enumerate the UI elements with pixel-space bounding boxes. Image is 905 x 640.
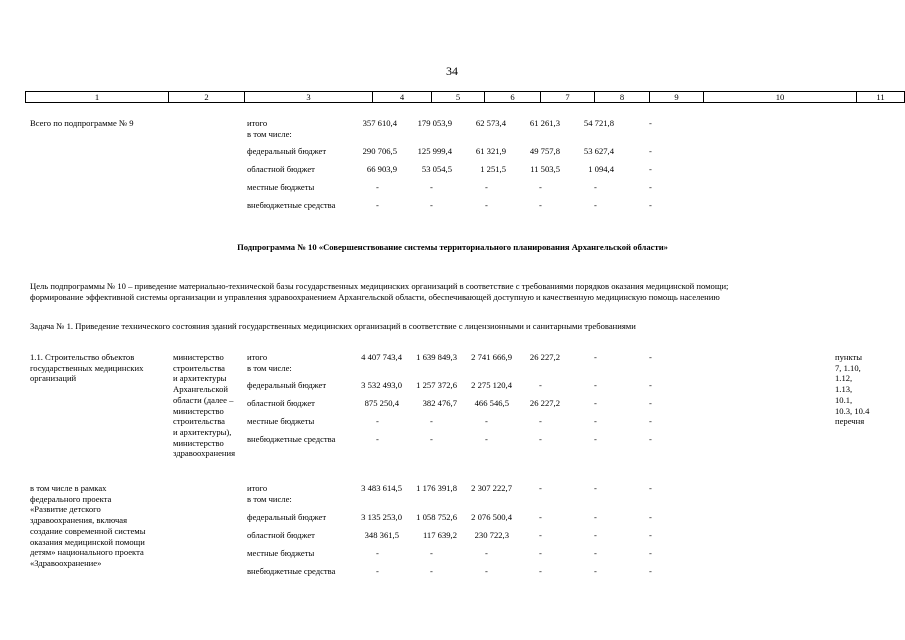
- value-cell: -: [539, 182, 542, 192]
- value-cell: -: [649, 566, 652, 576]
- row-label: внебюджетные средства: [247, 566, 336, 576]
- value-cell: -: [430, 434, 433, 444]
- federal-project-name: в том числе в рамках федерального проекта «Развитие детского здравоохранения, включая создание современной системы оказания медицинской помощи детям» национального проекта «Здравоохранение»: [30, 483, 146, 568]
- value-cell: -: [649, 398, 652, 408]
- value-cell: -: [485, 182, 488, 192]
- col-header-4: 4: [373, 92, 432, 103]
- value-cell: 3 532 493,0: [361, 380, 402, 390]
- col-header-3: 3: [245, 92, 373, 103]
- col-header-1: 1: [26, 92, 169, 103]
- value-cell: -: [376, 548, 379, 558]
- value-cell: -: [376, 434, 379, 444]
- value-cell: -: [485, 416, 488, 426]
- value-cell: -: [594, 530, 597, 540]
- task-heading: Задача № 1. Приведение технического состояния зданий государственных медицинских организаций в соответствие с лицензионными и санитарными требованиями: [30, 321, 636, 331]
- value-cell: -: [485, 566, 488, 576]
- value-cell: 357 610,4: [362, 118, 397, 128]
- value-cell: 382 476,7: [422, 398, 457, 408]
- row-label: итого в том числе:: [247, 118, 292, 139]
- value-cell: -: [430, 416, 433, 426]
- value-cell: -: [594, 380, 597, 390]
- value-cell: -: [594, 483, 597, 493]
- col-header-2: 2: [169, 92, 245, 103]
- value-cell: -: [539, 434, 542, 444]
- value-cell: -: [594, 416, 597, 426]
- value-cell: -: [376, 182, 379, 192]
- value-cell: -: [649, 352, 652, 362]
- value-cell: 26 227,2: [529, 352, 560, 362]
- value-cell: 2 275 120,4: [471, 380, 512, 390]
- value-cell: 875 250,4: [364, 398, 399, 408]
- value-cell: 1 094,4: [588, 164, 614, 174]
- value-cell: 54 721,8: [583, 118, 614, 128]
- value-cell: -: [649, 416, 652, 426]
- subprogram-9-total-label: Всего по подпрограмме № 9: [30, 118, 134, 128]
- value-cell: 26 227,2: [529, 398, 560, 408]
- value-cell: -: [539, 512, 542, 522]
- col-header-11: 11: [857, 92, 905, 103]
- value-cell: 117 639,2: [422, 530, 457, 540]
- row-label: федеральный бюджет: [247, 512, 327, 522]
- value-cell: 2 307 222,7: [471, 483, 512, 493]
- row-label: итого в том числе:: [247, 352, 292, 373]
- value-cell: -: [594, 434, 597, 444]
- value-cell: 66 903,9: [366, 164, 397, 174]
- value-cell: 2 076 500,4: [471, 512, 512, 522]
- subprogram-title: Подпрограмма № 10 «Совершенствование системы территориального планирования Архангельской области»: [237, 242, 668, 252]
- value-cell: -: [649, 146, 652, 156]
- subprogram-goal: Цель подпрограммы № 10 – приведение материально-технической базы государственных медицинских организаций в соответствие с требованиями порядков оказания медицинской помощи; формирование эффективной системы организации и управления здравоохранением Архангельской области, обеспечивающей доступную и качественную медицинскую помощь населению: [30, 281, 729, 302]
- row-label: внебюджетные средства: [247, 200, 336, 210]
- value-cell: 62 573,4: [475, 118, 506, 128]
- row-label: областной бюджет: [247, 398, 315, 408]
- value-cell: -: [649, 118, 652, 128]
- value-cell: -: [376, 416, 379, 426]
- value-cell: -: [539, 200, 542, 210]
- value-cell: 3 483 614,5: [361, 483, 402, 493]
- page-number: 34: [446, 64, 458, 78]
- value-cell: -: [594, 200, 597, 210]
- value-cell: 4 407 743,4: [361, 352, 402, 362]
- value-cell: 125 999,4: [417, 146, 452, 156]
- col-header-5: 5: [432, 92, 485, 103]
- row-label: областной бюджет: [247, 164, 315, 174]
- row-label: итого в том числе:: [247, 483, 292, 504]
- value-cell: 49 757,8: [529, 146, 560, 156]
- value-cell: -: [376, 566, 379, 576]
- value-cell: 290 706,5: [362, 146, 397, 156]
- col-header-9: 9: [650, 92, 704, 103]
- value-cell: 1 257 372,6: [416, 380, 457, 390]
- value-cell: -: [649, 164, 652, 174]
- value-cell: -: [539, 380, 542, 390]
- value-cell: -: [485, 548, 488, 558]
- item-1-1-executor: министерство строительства и архитектуры Архангельской области (далее – министерство строительства и архитектуры), министерство здравоохранения: [173, 352, 236, 459]
- col-header-8: 8: [595, 92, 650, 103]
- value-cell: -: [430, 200, 433, 210]
- value-cell: 230 722,3: [474, 530, 509, 540]
- value-cell: -: [594, 352, 597, 362]
- value-cell: -: [539, 416, 542, 426]
- value-cell: -: [649, 548, 652, 558]
- value-cell: -: [430, 182, 433, 192]
- value-cell: -: [539, 566, 542, 576]
- value-cell: -: [649, 512, 652, 522]
- value-cell: 1 639 849,3: [416, 352, 457, 362]
- row-label: внебюджетные средства: [247, 434, 336, 444]
- col-header-6: 6: [485, 92, 541, 103]
- row-label: областной бюджет: [247, 530, 315, 540]
- value-cell: -: [649, 530, 652, 540]
- value-cell: -: [485, 200, 488, 210]
- value-cell: 53 627,4: [583, 146, 614, 156]
- value-cell: 1 251,5: [480, 164, 506, 174]
- value-cell: -: [649, 483, 652, 493]
- value-cell: 1 058 752,6: [416, 512, 457, 522]
- item-1-1-name: 1.1. Строительство объектов государственных медицинских организаций: [30, 352, 144, 384]
- row-label: местные бюджеты: [247, 182, 315, 192]
- item-1-1-points: пункты 7, 1.10, 1.12, 1.13, 10.1, 10.3, 10.4 перечня: [835, 352, 870, 427]
- value-cell: -: [594, 182, 597, 192]
- value-cell: -: [539, 530, 542, 540]
- value-cell: 348 361,5: [364, 530, 399, 540]
- value-cell: -: [430, 548, 433, 558]
- value-cell: 179 053,9: [417, 118, 452, 128]
- value-cell: -: [594, 398, 597, 408]
- value-cell: -: [539, 548, 542, 558]
- value-cell: -: [430, 566, 433, 576]
- row-label: местные бюджеты: [247, 548, 315, 558]
- value-cell: 3 135 253,0: [361, 512, 402, 522]
- value-cell: 2 741 666,9: [471, 352, 512, 362]
- value-cell: 466 546,5: [474, 398, 509, 408]
- value-cell: -: [649, 380, 652, 390]
- row-label: федеральный бюджет: [247, 146, 327, 156]
- value-cell: -: [594, 512, 597, 522]
- row-label: местные бюджеты: [247, 416, 315, 426]
- value-cell: -: [649, 434, 652, 444]
- row-label: федеральный бюджет: [247, 380, 327, 390]
- value-cell: -: [649, 182, 652, 192]
- value-cell: -: [594, 566, 597, 576]
- value-cell: -: [649, 200, 652, 210]
- col-header-7: 7: [541, 92, 595, 103]
- value-cell: 1 176 391,8: [416, 483, 457, 493]
- value-cell: -: [485, 434, 488, 444]
- value-cell: 11 503,5: [530, 164, 560, 174]
- value-cell: 53 054,5: [421, 164, 452, 174]
- col-header-10: 10: [704, 92, 857, 103]
- value-cell: 61 321,9: [475, 146, 506, 156]
- column-header-row: [25, 91, 905, 103]
- value-cell: -: [594, 548, 597, 558]
- value-cell: -: [376, 200, 379, 210]
- value-cell: 61 261,3: [529, 118, 560, 128]
- value-cell: -: [539, 483, 542, 493]
